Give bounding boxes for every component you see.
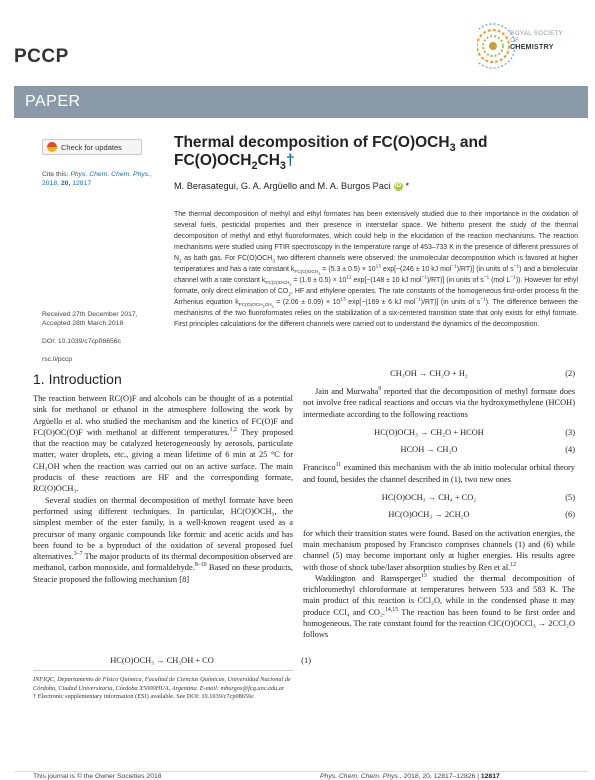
footer-journal: Phys. Chem. Chem. Phys., (320, 773, 402, 780)
corresponding-mark: * (405, 181, 410, 191)
title-part: and (455, 134, 488, 151)
page-number: 12817 (480, 773, 500, 780)
text: Waddington and Ramsperger (315, 573, 421, 583)
abstract: The thermal decomposition of methyl and ethyl formates has been extensively studied due to their importance in the oxidation of several fuels, pesticidal properties and their presence in interstellar space. We hitherto present the study of the thermal decomposition of methyl and ethyl fluoroformates, which could help in the elucidation of the reaction mechanisms. The reaction mechanisms were studied using FTIR spectroscopy in the temperature range of 453–733 K in the presence of different pressures of $N_2$ as bath gas. For $FC(O)OCH_3$ two different channels were observed: the unimolecular decomposition which is favored at higher temperatures and has a rate constant $k_{FC(O)OCH_3} = (5.3 \pm 0.5) \times 10^{13}$ exp[−(246 ± 10 kJ mol$^{-1}$)/RT)] (in units of $s^{-1}$) and a bimolecular channel with a rate constant $k_{FC(O)OCH_3} = (1.6 \pm 0.5) \times 10^{11}$ exp[−(148 ± 10 kJ mol$^{-1}$)/RT)] (in units of $s^{-1}$ (mol $L^{-1}$)). However for ethyl formate, only direct elimination of $CO_2$, HF and ethylene operates. The rate constants of the homogeneous first-order process fit the Arrhenius equation $k_{FC(O)OCH_2CH_3} = (2.06 \pm 0.09) \times 10^{13}$ exp[−(169 ± 6 kJ mol$^{-1}$)/RT)] (in units of $s^{-1}$). The difference between the mechanisms of the two fluoroformates relies on the stabilization of a six-centered transition state that only exists for ethyl formate. First principles calculations for the different channels were carried out to understand the dynamics of the decomposition. (174, 211, 579, 328)
footer-citation (320, 773, 500, 780)
authors-text: M. Berasategui, G. A. Argüello and M. A. Burgos Paci (174, 181, 391, 191)
esi-dagger-link[interactable]: † (285, 152, 295, 169)
footer-separator: | (475, 773, 481, 780)
text: reported that the decomposition of methyl formate does not involve free radical reactions and occurs via the hydroxymethylene (HCOH) intermediate according to the following reactions (303, 387, 575, 419)
abstract-text: exp[−(246 ± 10 kJ mol (381, 266, 452, 273)
ref-link[interactable]: 11 (335, 462, 342, 469)
abstract-text: The thermal decomposition of methyl and ethyl formates has been extensively studied due to their importance in the oxidation of several fuels, pesticidal properties and their presence in interstellar space. We hitherto present the study of the thermal decomposition of methyl and ethyl fluoroformates, which could help in the elucidation of the reaction mechanisms. The reaction mechanisms were studied using FTIR spectroscopy in the temperature range of 453–733 K in the presence of different pressures of N (174, 211, 578, 262)
article-type-bar (14, 86, 588, 118)
equation-number: (5) (565, 493, 575, 503)
accepted-date: Accepted 28th March 2018 (42, 320, 124, 327)
article-type-label: PAPER (25, 93, 81, 110)
cite-journal[interactable]: Phys. Chem. Chem. Phys., (70, 171, 152, 178)
abstract-text: )/RT)] (in units of s (420, 299, 481, 306)
equation-number: (2) (565, 369, 575, 378)
logo-line-1: ROYAL SOCIETY (510, 30, 564, 37)
journal-link[interactable]: rsc.li/pccp (42, 356, 73, 363)
text: The major products of its thermal decomposition observed are methanol, carbon monoxide, and formaldehyde. (33, 552, 293, 573)
check-for-updates-button[interactable] (42, 139, 142, 155)
logo-line-3: CHEMISTRY (510, 44, 554, 52)
affiliation-footnote: INFIQC, Departamento de Físico Química, Facultad de Ciencias Químicas, Universidad Nacional de Córdoba, Ciudad Universitaria, Córdoba X5000HUA, Argentina. E-mail: mburgos@fcq.unc.edu.ar (33, 676, 291, 692)
equation-body: HCOH → CH₂O (400, 445, 458, 455)
cite-label: Cite this: (42, 171, 69, 178)
title-sub: 2 (251, 160, 258, 173)
equation-body: HC(O)OCH₃ → CH₃OH + CO (110, 656, 214, 665)
crossmark-icon (47, 142, 57, 152)
equation-3 (303, 427, 575, 438)
article-title (174, 134, 488, 173)
equation-number: (3) (565, 427, 575, 437)
section-heading: 1. Introduction (33, 371, 122, 387)
equation-body: HC(O)OCH₃ → 2CH₂O (388, 510, 470, 520)
title-part: FC(O)OCH (174, 152, 252, 169)
orcid-icon[interactable]: iD (395, 182, 402, 189)
text: Several studies on thermal decomposition of methyl formate have been performed using different techniques. In particular, HC(O)OCH₃, the simplest member of the ester family, is a well-known reagent used as a precursor of many organic compounds like formic and acetic acids and has been found to be a byproduct of the oxidation of several proposed fuel alternatives. (33, 495, 293, 562)
cite-pages[interactable]: 12817 (72, 180, 92, 187)
title-part: Thermal decomposition of FC(O)OCH (174, 134, 450, 151)
received-date: Received 27th December 2017, (42, 311, 138, 318)
equation-body: CH₃OH → CH₂O + H₂ (390, 369, 468, 378)
text: Jain and Murwaha (315, 387, 379, 396)
logo-line-2: OF (510, 37, 520, 45)
ref-link[interactable]: 14,15 (384, 606, 399, 613)
ref-link[interactable]: 9 (378, 386, 382, 393)
paragraph (303, 528, 575, 573)
footer-copyright: This journal is © the Owner Societies 2018 (33, 773, 162, 780)
ref-link[interactable]: 1,2 (229, 427, 237, 434)
abstract-text: )/RT)] (in units of s (456, 266, 514, 273)
paragraph (33, 393, 293, 495)
text: for which their transition states were found. Based on the activation energies, the main mechanism proposed by Francisco comprises channels (1) and (6) while channel (5) may become important only at higher energies. His results agree with those of shock tube/laser absorption studies by Ren et al. (303, 528, 575, 572)
equation-6 (303, 509, 575, 520)
ref-link[interactable]: 13 (420, 573, 427, 580)
citation-block (42, 170, 162, 188)
equation-1 (33, 656, 311, 665)
abstract-text: ). The difference between the mechanisms of the two fluoroformates relies on the stabilization of a six-centered transition state that only exists for ethyl formate. First principles calculations for the different channels were carried out to understand the dynamics of the decomposition. (174, 299, 578, 328)
footer-divider (14, 771, 588, 772)
abstract-text: exp[−(148 ± 10 kJ mol (351, 277, 422, 284)
equation-4 (303, 444, 575, 455)
author-list (174, 181, 409, 191)
text: Francisco (303, 463, 336, 473)
text: They proposed that the reaction may be catalyzed heterogeneously by aerosols, particulate matter, water droplets, etc., giving a mean lifetime of 6 min at 25 °C for CH₃OH when the reaction was carried out on an active surface. The main products of these reactions are HF and the corresponding formate, RC(O)OCH₃. (33, 427, 293, 494)
journal-name: PCCP (14, 46, 69, 67)
dates-block (42, 310, 167, 328)
abstract-text: )). However for ethyl formate, only direct elimination of CO (174, 277, 578, 295)
body-column-left (33, 393, 293, 585)
text: studied the thermal decomposition of trichloromethyl chloroformate at temperatures between 533 and 583 K. The main product of this reaction is CCl₂O, while in the condensed phase it may produce CCl₄ and CO₂. (303, 573, 575, 617)
equation-number: (4) (565, 445, 575, 455)
doi[interactable]: DOI: 10.1039/c7cp08656c (42, 338, 121, 345)
cite-year[interactable]: 2018, (42, 180, 60, 187)
paragraph (33, 495, 293, 585)
title-part: CH (257, 152, 280, 169)
paragraph (303, 462, 575, 485)
equation-body: HC(O)OCH₃ → CH₄ + CO₂ (381, 493, 477, 503)
ref-link[interactable]: 8–10 (194, 562, 207, 569)
ref-link[interactable]: 12 (510, 561, 517, 568)
cite-volume[interactable]: 20, (60, 180, 71, 187)
esi-footnote[interactable]: † Electronic supplementary information (ESI) available. See DOI: 10.1039/c7cp08656c (33, 693, 255, 700)
text: Based on these products, Steacie proposed the following mechanism [8] (33, 563, 293, 584)
title-sub: 3 (279, 160, 286, 173)
footnote-divider (33, 670, 293, 671)
abstract-text: (mol L (489, 277, 511, 284)
body-column-right (303, 386, 575, 641)
footnotes (33, 676, 295, 702)
abstract-text: two different channels were observed: the unimolecular decomposition which is favored at higher temperatures and has a rate constant k (174, 255, 578, 273)
footer-volume: 2018, 20, 12817–12826 (401, 773, 476, 780)
text: The reaction has been found to be first order and homogeneous. The rate constant found for the reaction ClC(O)OCCl₃ → 2CCl₂O follows (303, 607, 576, 640)
equation-2 (303, 369, 575, 378)
paragraph (303, 386, 575, 420)
check-for-updates-label: Check for updates (61, 142, 122, 152)
equation-number: (1) (301, 656, 311, 665)
text: The reaction between RC(O)F and alcohols can be thought of as a potential sink for methanol or ethanol in the atmosphere following the work by Argüello et al. who studied the mechanism and the kinetics of FC(O)F and FC(O)OC(O)F with methanol at different temperatures. (33, 394, 293, 437)
abstract-text: = (2.06 ± 0.09) × 10 (273, 299, 341, 306)
equation-5 (303, 492, 575, 503)
ref-link[interactable]: 3–7 (73, 551, 83, 558)
abstract-text: as bath gas. For FC(O)OCH (181, 255, 273, 262)
abstract-text: = (1.6 ± 0.5) × 10 (291, 277, 347, 284)
rsc-logo-text (510, 30, 563, 52)
text: examined this mechanism with the ab initio molecular orbital theory and found, besides the channel described in (1), two new ones (303, 463, 575, 484)
abstract-text: exp[−(169 ± 6 kJ mol (345, 299, 416, 306)
abstract-text: , HF and ethylene operates. The rate constants of the homogeneous first-order process fit the Arrhenius equation k (174, 288, 578, 306)
abstract-text: ) and a bimolecular channel with a rate constant k (174, 266, 579, 284)
equation-number: (6) (565, 510, 575, 520)
equation-body: HC(O)OCH₃ → CH₂O + HCOH (374, 427, 484, 437)
title-sub: 3 (449, 142, 456, 155)
paragraph (303, 573, 575, 641)
abstract-text: )/RT)] (in units of s (426, 277, 484, 284)
abstract-text: = (5.3 ± 0.5) × 10 (320, 266, 376, 273)
